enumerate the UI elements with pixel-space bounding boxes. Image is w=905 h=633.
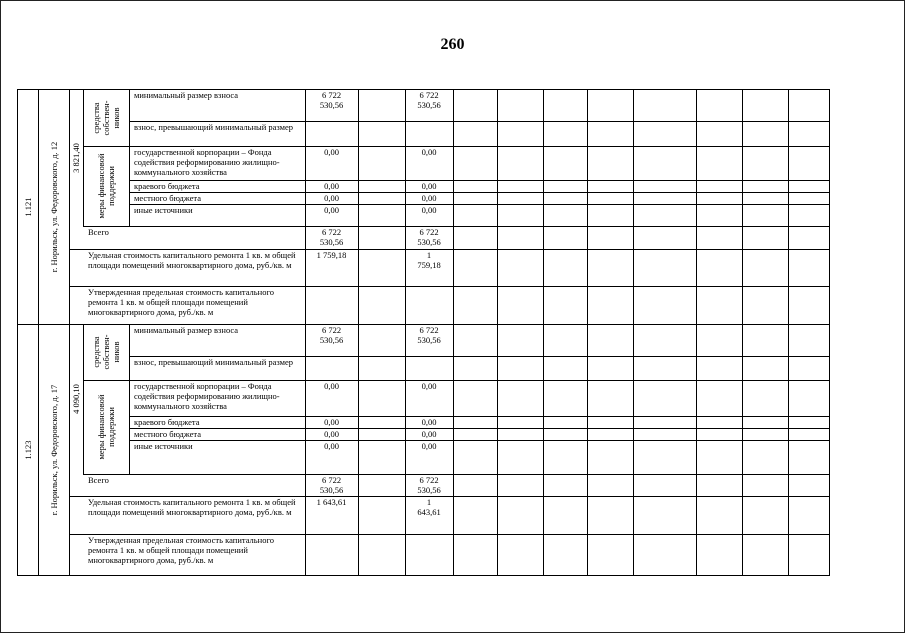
- grid-line: [69, 89, 70, 324]
- grid-line: [129, 324, 130, 474]
- value-cell: 6 722 530,56: [319, 90, 344, 110]
- row-label: взнос, превышающий минимальный размер: [134, 357, 294, 367]
- row-label: Утвержденная предельная стоимость капитального ремонта 1 кв. м общей площади помещений многоквартирного дома, руб./кв. м: [88, 287, 274, 317]
- grid-line: [829, 324, 830, 575]
- grid-line: [788, 89, 789, 324]
- group-financial-support: меры финансовой поддержки: [96, 153, 116, 219]
- row-label: иные источники: [134, 441, 193, 451]
- value-cell: 0,00: [421, 181, 437, 191]
- row-label: Удельная стоимость капитального ремонта 1 кв. м общей площади помещений многоквартирного дома, руб./кв. м: [88, 497, 296, 517]
- row-label: государственной корпорации – Фонда содействия реформированию жилищно-коммунального хозяйства: [134, 381, 280, 411]
- value-cell: 6 722 530,56: [417, 90, 441, 110]
- grid-line: [305, 324, 306, 575]
- value-cell: 0,00: [324, 429, 339, 439]
- grid-line: [497, 324, 498, 575]
- house-area: 3 821,40: [71, 142, 81, 173]
- value-cell: 1 643,61: [316, 497, 347, 507]
- value-cell: 0,00: [324, 417, 339, 427]
- house-address: г. Норильск, ул. Федоровского, д. 17: [48, 384, 59, 515]
- block-number: 1.121: [22, 196, 33, 217]
- house-area: 4 090,10: [71, 384, 81, 414]
- row-label: минимальный размер взноса: [134, 325, 239, 335]
- row-label: краевого бюджета: [134, 181, 200, 191]
- grid-line: [305, 89, 306, 324]
- value-cell: 0,00: [324, 181, 339, 191]
- value-cell: 1 759,18: [417, 250, 441, 270]
- grid-line: [696, 324, 697, 575]
- value-cell: 0,00: [421, 441, 437, 451]
- value-cell: 6 722 530,56: [319, 227, 344, 247]
- grid-line: [788, 324, 789, 575]
- group-owner-funds: средства собствен-ников: [91, 100, 121, 135]
- grid-line: [405, 89, 406, 324]
- value-cell: 6 722 530,56: [417, 325, 441, 345]
- row-label: Всего: [88, 227, 109, 237]
- value-cell: 0,00: [421, 205, 437, 215]
- grid-line: [38, 324, 39, 575]
- row-label: минимальный размер взноса: [134, 90, 239, 100]
- row-label: краевого бюджета: [134, 417, 200, 427]
- value-cell: 0,00: [421, 381, 437, 391]
- value-cell: 0,00: [324, 193, 339, 203]
- value-cell: 0,00: [324, 147, 339, 157]
- grid-line: [405, 324, 406, 575]
- grid-line: [83, 324, 84, 474]
- value-cell: 6 722 530,56: [319, 475, 344, 495]
- row-label: иные источники: [134, 205, 193, 215]
- grid-line: [358, 324, 359, 575]
- row-label: местного бюджета: [134, 429, 201, 439]
- grid-line: [358, 89, 359, 324]
- value-cell: 0,00: [421, 417, 437, 427]
- row-label: местного бюджета: [134, 193, 201, 203]
- page-number: 260: [440, 36, 465, 53]
- value-cell: 1 759,18: [316, 250, 347, 260]
- row-label: Утвержденная предельная стоимость капитального ремонта 1 кв. м общей площади помещений многоквартирного дома, руб./кв. м: [88, 535, 274, 565]
- grid-line: [17, 324, 18, 575]
- row-label: Удельная стоимость капитального ремонта 1 кв. м общей площади помещений многоквартирного дома, руб./кв. м: [88, 250, 296, 270]
- group-financial-support: меры финансовой поддержки: [96, 394, 116, 460]
- grid-line: [633, 324, 634, 575]
- row-line: [17, 575, 830, 576]
- grid-line: [742, 324, 743, 575]
- value-cell: 0,00: [421, 193, 437, 203]
- value-cell: 6 722 530,56: [417, 227, 441, 247]
- grid-line: [742, 89, 743, 324]
- row-label: Всего: [88, 475, 109, 485]
- value-cell: 0,00: [324, 441, 339, 451]
- grid-line: [38, 89, 39, 324]
- row-label: государственной корпорации – Фонда содействия реформированию жилищно-коммунального хозяйства: [134, 147, 280, 177]
- grid-line: [69, 324, 70, 575]
- grid-line: [543, 324, 544, 575]
- value-cell: 6 722 530,56: [319, 325, 344, 345]
- grid-line: [633, 89, 634, 324]
- grid-line: [17, 89, 18, 324]
- house-address: г. Норильск, ул. Федоровского, д. 12: [48, 141, 59, 272]
- grid-line: [83, 89, 84, 226]
- grid-line: [129, 89, 130, 226]
- grid-line: [453, 89, 454, 324]
- value-cell: 0,00: [421, 147, 437, 157]
- value-cell: 0,00: [421, 429, 437, 439]
- value-cell: 1 643,61: [417, 497, 441, 517]
- grid-line: [587, 89, 588, 324]
- row-label: взнос, превышающий минимальный размер: [134, 122, 294, 132]
- value-cell: 6 722 530,56: [417, 475, 441, 495]
- grid-line: [453, 324, 454, 575]
- value-cell: 0,00: [324, 205, 339, 215]
- group-owner-funds: средства собствен-ников: [91, 334, 121, 370]
- grid-line: [543, 89, 544, 324]
- value-cell: 0,00: [324, 381, 339, 391]
- grid-line: [696, 89, 697, 324]
- grid-line: [587, 324, 588, 575]
- grid-line: [829, 89, 830, 324]
- block-number: 1.123: [22, 439, 33, 460]
- grid-line: [497, 89, 498, 324]
